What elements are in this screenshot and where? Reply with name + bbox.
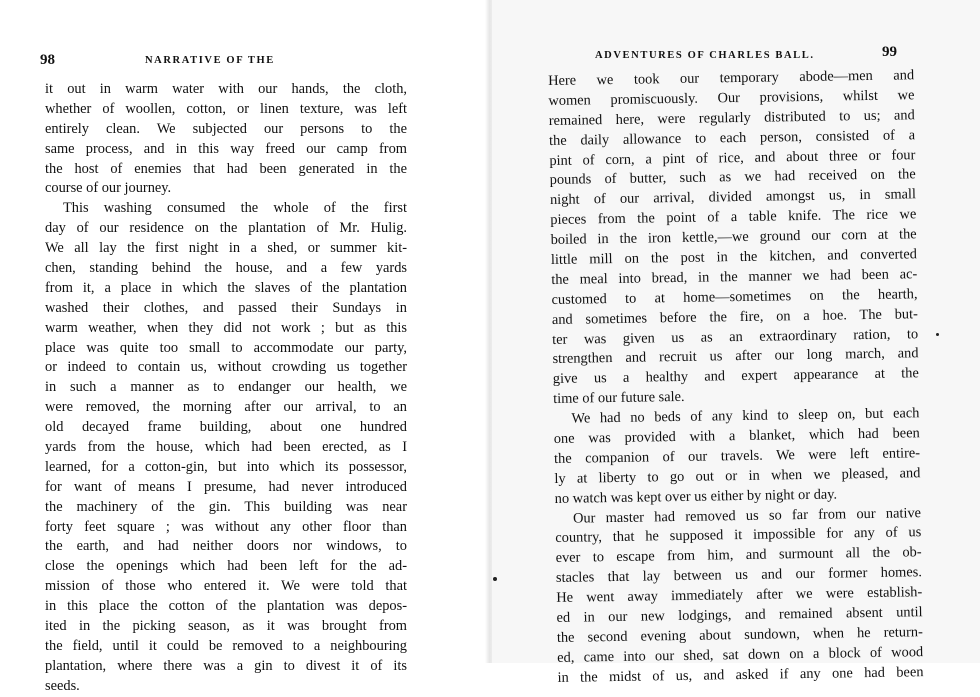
text-line: plantation, where there was a gin to divest it of its (45, 657, 407, 674)
text-line: little mill on the post in the kitchen, and converted (550, 246, 918, 268)
text-line: warm weather, when they did not work ; but as this (45, 319, 407, 336)
text-line: Here we took our temporary abode—men and (548, 67, 915, 89)
right-body-text (548, 66, 924, 688)
text-line: the meal into bread, in the manner we had been ac- (551, 266, 918, 288)
text-line: old decayed frame building, about one hundred (45, 419, 407, 436)
left-body-text (45, 80, 407, 697)
text-line: learned, for a cotton-gin, but into which its possessor, (45, 458, 407, 475)
text-line: or indeed to contain us, without crowding us together (45, 359, 407, 376)
left-running-head (0, 52, 488, 70)
text-line: the companion of our travels. We were left entire- (553, 445, 921, 467)
text-line: seeds. (45, 677, 80, 694)
left-page (0, 0, 488, 694)
text-line: mission of those who entered it. We were told that (45, 578, 407, 595)
text-line: night of our arrival, divided amongst us, in small (549, 186, 917, 209)
text-line: We all lay the first night in a shed, or summer kit- (45, 240, 407, 257)
text-line: We had no beds of any kind to sleep on, but each (571, 405, 920, 427)
text-line: ed in our new lodgings, and remained absent until (556, 604, 923, 626)
text-line: pounds of butter, such as we had received on the (549, 166, 916, 189)
text-line: pieces from the point of a table knife. The rice we (550, 206, 917, 229)
text-line: the field, until it could be removed to a neighbouring (45, 637, 407, 654)
text-line: were removed, the morning after our arrival, to an (45, 399, 407, 416)
text-line: pint of corn, a pint of rice, and about three or four (549, 146, 916, 169)
right-running-head-title: ADVENTURES OF CHARLES BALL. (595, 50, 815, 61)
text-line: one was provided with a blanket, which had been (553, 425, 920, 447)
text-line: country, that he supposed it impossible for any of us (555, 524, 922, 547)
text-line: the host of enemies that had been generated in the (45, 160, 407, 177)
text-line: forty feet square ; was without any other floor than (45, 518, 407, 535)
right-page-number: 99 (882, 44, 897, 60)
scan-speck (936, 333, 939, 336)
text-line: the daily allowance to each person, consisted of a (548, 126, 916, 149)
right-page (492, 0, 980, 686)
text-line: in such a manner as to endanger our health, we (45, 379, 407, 396)
text-line: remained here, were regularly distributed to us; and (548, 107, 915, 129)
text-line: ly at liberty to go out or in when we pleased, and (554, 465, 921, 487)
text-line: strengthen and recruit us after our long march, and (552, 345, 919, 368)
text-line: in the midst of us, and asked if any one had been (557, 663, 924, 686)
text-line: course of our journey. (45, 180, 172, 197)
scan-speck (493, 577, 497, 581)
left-page-number: 98 (40, 52, 55, 68)
text-line: ever to escape from him, and surmount all the ob- (555, 544, 922, 567)
text-line: it out in warm water with our hands, the cloth, (45, 81, 407, 97)
text-line: Our master had removed us so far from our native (572, 504, 922, 527)
text-line: chen, standing behind the house, and a few yards (45, 260, 407, 277)
text-line: yards from the house, which had been erected, as I (45, 439, 407, 456)
text-line: time of our future sale. (553, 389, 685, 408)
text-line: for want of means I presume, had never introduced (45, 478, 407, 495)
text-line: ter was given us as an extraordinary ration, to (552, 325, 919, 348)
text-line: day of our residence on the plantation of Mr. Hulig. (45, 220, 407, 237)
text-line: give us a healthy and expert appearance at the (552, 365, 919, 388)
text-line: the earth, and had neither doors nor windows, to (45, 538, 407, 555)
text-line: ed, came into our shed, sat down on a block of wood (557, 644, 924, 666)
text-line: from it, a place in which the slaves of the plantation (45, 279, 407, 296)
text-line: in this place the cotton of the plantation was depos- (45, 598, 407, 615)
text-line: no watch was kept over us either by night or day. (554, 486, 838, 507)
text-line: the second evening about sundown, when he return- (556, 624, 923, 646)
text-line: boiled in the iron kettle,—we ground our corn at the (550, 226, 917, 249)
text-line: close the openings which had been left for the ad- (45, 558, 407, 575)
text-line: ited in the picking season, as it was brought from (45, 618, 407, 635)
text-line: washed their clothes, and passed their Sundays in (45, 299, 407, 316)
text-line: This washing consumed the whole of the first (63, 200, 407, 217)
text-line: stacles that lay between us and our former homes. (555, 564, 923, 587)
text-line: women promiscuously. Our provisions, whilst we (548, 87, 915, 109)
text-line: He went away immediately after we were establish- (556, 584, 923, 607)
text-line: the machinery of the gin. This building was near (45, 498, 407, 515)
text-line: same process, and in this way freed our camp from (45, 140, 407, 157)
text-line: and sometimes before the fire, on a hoe. The but- (551, 305, 918, 328)
text-line: entirely clean. We subjected our persons to the (45, 120, 407, 137)
text-line: customed to at home—sometimes on the hearth, (551, 286, 918, 308)
text-line: whether of woollen, cotton, or linen texture, was left (45, 100, 407, 117)
left-running-head-title: NARRATIVE OF THE (145, 55, 275, 66)
text-line: place was quite too small to accommodate our party, (45, 339, 407, 356)
